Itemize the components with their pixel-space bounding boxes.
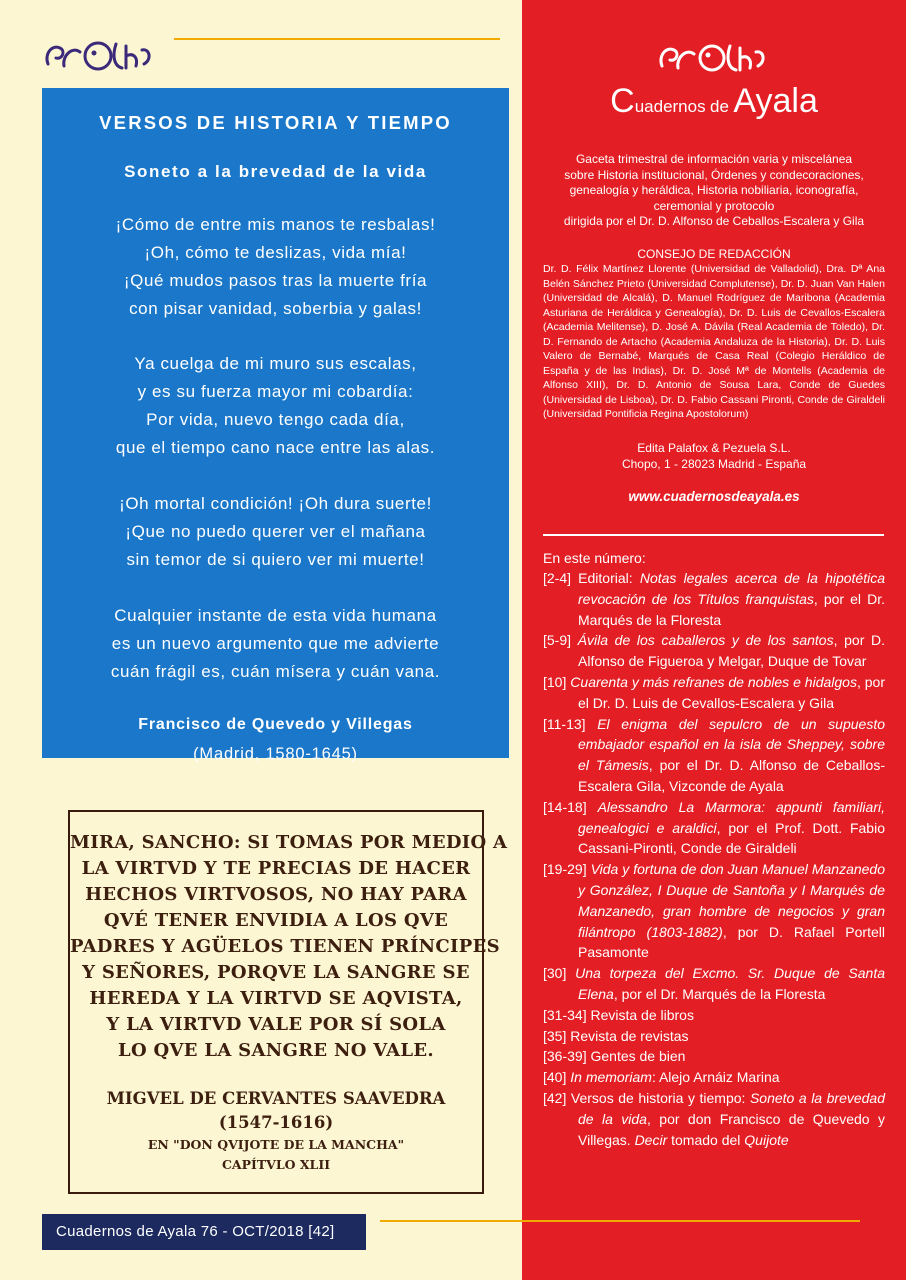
gazette-line: sobre Historia institucional, Órdenes y condecoraciones, bbox=[564, 167, 864, 182]
masthead-word: uadernos bbox=[634, 97, 706, 116]
poem-line: Cualquier instante de esta vida humana bbox=[114, 606, 437, 625]
poem-line: ¡Oh, cómo te deslizas, vida mía! bbox=[144, 243, 407, 262]
poem-box bbox=[42, 88, 509, 763]
website-link[interactable]: www.cuadernosdeayala.es bbox=[628, 489, 800, 504]
poem-line: cuán frágil es, cuán mísera y cuán vana. bbox=[110, 662, 441, 681]
stanza-3 bbox=[42, 490, 509, 574]
quote-author-name: MIGVEL DE CERVANTES SAAVEDRA bbox=[106, 1089, 446, 1108]
quote-line: PADRES Y AGÜELOS TIENEN PRÍNCIPES bbox=[70, 936, 500, 957]
quote-line: Y SEÑORES, PORQVE LA SANGRE SE bbox=[82, 962, 470, 983]
gazette-line: dirigida por el Dr. D. Alfonso de Ceballos-Escalera y Gila bbox=[563, 214, 865, 228]
poem-line: ¡Que no puedo querer ver el mañana bbox=[125, 522, 426, 541]
publisher-info bbox=[534, 440, 894, 472]
poem-line: ¡Qué mudos pasos tras la muerte fría bbox=[123, 271, 428, 290]
poem-line: que el tiempo cano nace entre las alas. bbox=[115, 438, 436, 457]
poem-line: sin temor de si quiero ver mi muerte! bbox=[126, 550, 425, 569]
poem-line: Por vida, nuevo tengo cada día, bbox=[146, 410, 405, 429]
footer-page-label: Cuadernos de Ayala 76 - OCT/2018 [42] bbox=[42, 1214, 366, 1250]
cuadernos-de-ayala-logo-icon bbox=[656, 40, 768, 76]
stanza-1 bbox=[42, 211, 509, 323]
gazette-line: genealogía y heráldica, Historia nobiliaria, iconografía, bbox=[569, 183, 859, 197]
poem-line: es un nuevo argumento que me advierte bbox=[111, 634, 440, 653]
quote-source bbox=[70, 1135, 482, 1175]
divider bbox=[543, 534, 884, 536]
quote-line: LO QVE LA SANGRE NO VALE. bbox=[118, 1040, 434, 1061]
poem-line: con pisar vanidad, soberbia y galas! bbox=[129, 299, 422, 318]
toc-item: [10] Cuarenta y más refranes de nobles e hidalgos, por el Dr. D. Luis de Cevallos-Escalera y Gila bbox=[543, 673, 886, 711]
masthead-word: Ayala bbox=[733, 82, 818, 120]
masthead-word: de bbox=[710, 97, 729, 116]
poem-line: ¡Cómo de entre mis manos te resbalas! bbox=[115, 215, 436, 234]
gazette-line: ceremonial y protocolo bbox=[653, 198, 775, 213]
top-rule bbox=[174, 38, 500, 40]
quote-source-work: EN "DON QVIJOTE DE LA MANCHA" bbox=[147, 1137, 405, 1152]
quote-line: QVÉ TENER ENVIDIA A LOS QVE bbox=[103, 910, 449, 931]
masthead-initial: C bbox=[610, 82, 635, 120]
poem-line: ¡Oh mortal condición! ¡Oh dura suerte! bbox=[119, 494, 432, 513]
stanza-2 bbox=[42, 350, 509, 462]
quote-text bbox=[70, 830, 508, 1064]
toc-item: [35] Revista de revistas bbox=[543, 1027, 689, 1044]
quote-line: HEREDA Y LA VIRTVD SE AQVISTA, bbox=[89, 988, 463, 1009]
poem-author-dates: (Madrid, 1580-1645) bbox=[193, 745, 358, 763]
quote-line: HECHOS VIRTVOSOS, NO HAY PARA bbox=[85, 884, 467, 905]
footer-rule bbox=[380, 1220, 860, 1222]
poem-title: Soneto a la brevedad de la vida bbox=[124, 162, 427, 181]
toc-item: [5-9] Ávila de los caballeros y de los santos, por D. Alfonso de Figueroa y Melgar, Duque de Tovar bbox=[543, 632, 886, 670]
quote-author bbox=[70, 1087, 482, 1135]
quote-line: Y LA VIRTVD VALE POR SÍ SOLA bbox=[106, 1014, 446, 1035]
toc-item: [30] Una torpeza del Excmo. Sr. Duque de Santa Elena, por el Dr. Marqués de la Floresta bbox=[543, 965, 885, 1002]
toc-item: [42] Versos de historia y tiempo: Soneto a la brevedad de la vida, por don Francisco de Quevedo y Villegas. Decir tomado del Quijote bbox=[543, 1089, 885, 1148]
stanza-4 bbox=[42, 602, 509, 686]
section-title: VERSOS DE HISTORIA Y TIEMPO bbox=[99, 112, 452, 133]
table-of-contents bbox=[543, 568, 885, 1150]
toc-item: [40] In memoriam: Alejo Arnáiz Marina bbox=[543, 1069, 780, 1086]
poem-line: Ya cuelga de mi muro sus escalas, bbox=[134, 354, 417, 373]
toc-item: [2-4] Editorial: Notas legales acerca de la hipotética revocación de los Títulos franquistas, por el Dr. Marqués de la Floresta bbox=[543, 570, 886, 628]
consejo-members: Dr. D. Félix Martínez Llorente (Universidad de Valladolid), Dra. Dª Ana Belén Sánchez Prieto (Universidad Complutense), Dr. D. Juan Van Halen (Universidad de Alcalá), D. Manuel Rodríguez de Maribona (Academia Asturiana de Heráldica y Genealogía), Dr. D. Luis de Cevallos-Escalera (Academia Melitense), D. José A. Dávila (Real Academia de Toledo), Dr. D. Fernando de Artacho (Academia Andaluza de la Historia), Dr. D. Luis Valero de Bernabé, Marqués de Casa Real (Colegio Heráldico de España y de las Indias), Dr. D. José Mª de Montells (Academia de Alfonso XIII), Dr. D. Antonio de Sousa Lara, Conde de Guedes (Universidad de Lisboa), Dr. D. Fabio Cassani Pironti, Conde de Giraldeli (Universidad Pontificia Regina Apostolorum) bbox=[543, 263, 885, 420]
toc-item: [11-13] El enigma del sepulcro de un supuesto embajador español en la isla de Sheppey, sobre el Támesis, por el Dr. D. Alfonso de Ceballos-Escalera Gila, Vizconde de Ayala bbox=[543, 715, 885, 794]
gazette-description bbox=[534, 152, 894, 230]
poem-line: y es su fuerza mayor mi cobardía: bbox=[137, 382, 414, 401]
publisher-name: Edita Palafox & Pezuela S.L. bbox=[637, 441, 791, 455]
quote-box bbox=[68, 810, 508, 1194]
gazette-line: Gaceta trimestral de información varia y miscelánea bbox=[575, 152, 853, 166]
masthead-title bbox=[522, 82, 906, 121]
quote-line: LA VIRTVD Y TE PRECIAS DE HACER bbox=[81, 858, 471, 879]
quote-source-chapter: CAPÍTVLO XLII bbox=[221, 1157, 331, 1172]
toc-item: [36-39] Gentes de bien bbox=[543, 1048, 686, 1065]
publisher-address: Chopo, 1 - 28023 Madrid - España bbox=[621, 457, 807, 471]
toc-item: [19-29] Vida y fortuna de don Juan Manuel Manzanedo y González, I Duque de Santoña y I Marqués de Manzanedo, gran hombre de negocios y gran filántropo (1803-1882), por D. Rafael Portell Pasamonte bbox=[543, 861, 886, 961]
quote-author-dates: (1547-1616) bbox=[218, 1113, 334, 1132]
toc-heading: En este número: bbox=[543, 550, 646, 566]
cuadernos-de-ayala-logo-icon bbox=[42, 36, 154, 76]
toc-item: [31-34] Revista de libros bbox=[543, 1006, 694, 1023]
toc-item: [14-18] Alessandro La Marmora: appunti familiari, genealogici e araldici, por el Prof. Dott. Fabio Cassani-Pironti, Conde de Giraldeli bbox=[543, 798, 885, 857]
poem-author: Francisco de Quevedo y Villegas bbox=[138, 716, 413, 733]
quote-line: MIRA, SANCHO: SI TOMAS POR MEDIO A bbox=[70, 832, 508, 853]
consejo-heading: CONSEJO DE REDACCIÓN bbox=[637, 247, 791, 261]
